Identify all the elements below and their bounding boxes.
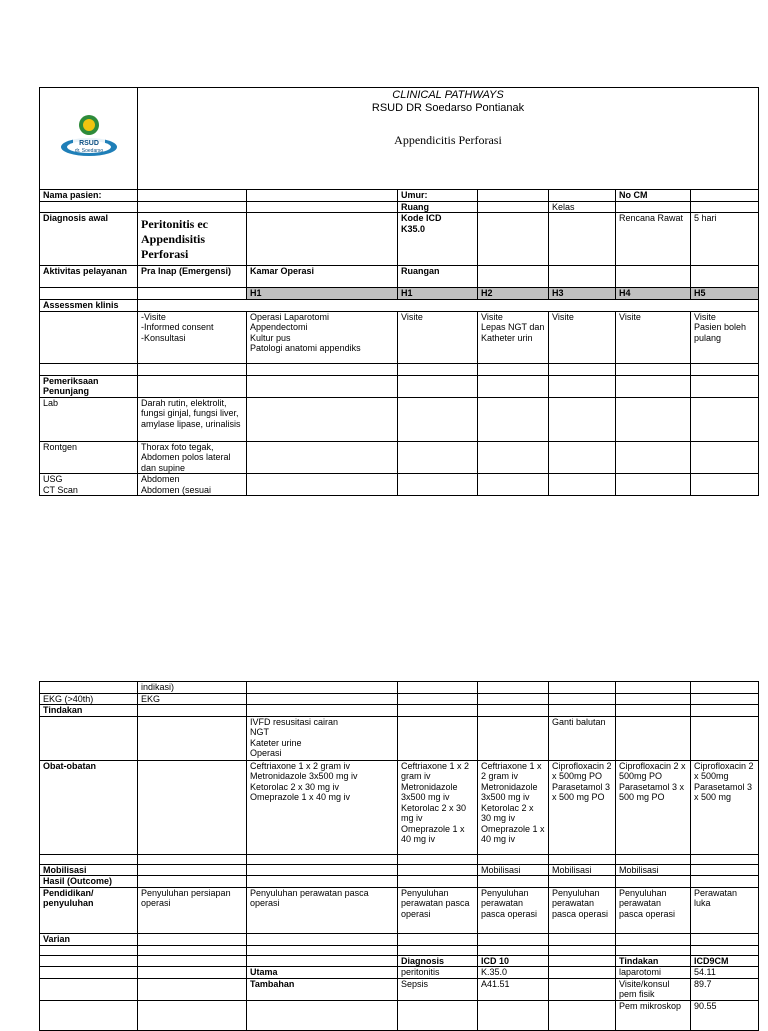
assessmen-h1: Visite	[398, 311, 478, 363]
day-header: H4	[616, 288, 691, 300]
tindakan-1-code: 54.11	[691, 967, 759, 979]
mobilisasi-h3: Mobilisasi	[549, 864, 616, 876]
assessmen-kamar-operasi: Operasi Laparotomi Appendectomi Kultur pus Patologi anatomi appendiks	[247, 311, 398, 363]
lab-label: Lab	[40, 397, 138, 441]
ctscan-value-cont: indikasi)	[138, 682, 247, 694]
svg-text:RSUD: RSUD	[78, 139, 99, 147]
pathway-table-1	[39, 189, 759, 496]
diagnosis-label: Diagnosis awal	[40, 213, 138, 266]
coding-icd9-header: ICD9CM	[691, 955, 759, 967]
rontgen-value: Thorax foto tegak, Abdomen polos lateral dan supine	[138, 441, 247, 474]
kamar-operasi-header: Kamar Operasi	[247, 266, 398, 288]
document-subtitle: Appendicitis Perforasi	[394, 133, 502, 147]
obat-label: Obat-obatan	[40, 760, 138, 854]
title-cell	[138, 88, 759, 190]
mobilisasi-h4: Mobilisasi	[616, 864, 691, 876]
document-title: CLINICAL PATHWAYS	[392, 89, 504, 101]
lab-value: Darah rutin, elektrolit, fungsi ginjal, fungsi liver, amylase lipase, urinalisis	[138, 397, 247, 441]
assessmen-h4: Visite	[616, 311, 691, 363]
logo-cell	[40, 88, 138, 190]
day-header: H3	[549, 288, 616, 300]
rencana-label: Rencana Rawat	[616, 213, 691, 266]
hospital-name: RSUD DR Soedarso Pontianak	[371, 102, 525, 114]
pendidikan-h2: Penyuluhan perawatan pasca operasi	[478, 887, 549, 933]
tindakan-3: Pem mikroskop	[616, 1000, 691, 1030]
day-header: H5	[691, 288, 759, 300]
pendidikan-h5: Perawatan luka	[691, 887, 759, 933]
pendidikan-h4: Penyuluhan perawatan pasca operasi	[616, 887, 691, 933]
coding-icd10-header: ICD 10	[478, 955, 549, 967]
obat-kamar-operasi: Ceftriaxone 1 x 2 gram iv Metronidazole 3x500 mg iv Ketorolac 2 x 30 mg iv Omeprazole 1 x 40 mg iv	[247, 760, 398, 854]
tambahan-diagnosis: Sepsis	[398, 978, 478, 1000]
mobilisasi-label: Mobilisasi	[40, 864, 138, 876]
ekg-value: EKG	[138, 693, 247, 705]
nama-label: Nama pasien:	[40, 190, 138, 202]
rontgen-label: Rontgen	[40, 441, 138, 474]
nocm-label: No CM	[616, 190, 691, 202]
pra-inap-header: Pra Inap (Emergensi)	[138, 266, 247, 288]
tindakan-1: laparotomi	[616, 967, 691, 979]
assessmen-pra-inap: -Visite -Informed consent -Konsultasi	[138, 311, 247, 363]
ctscan-label: CT Scan	[43, 484, 78, 495]
tindakan-h3: Ganti balutan	[549, 716, 616, 760]
tindakan-label: Tindakan	[40, 705, 138, 717]
tindakan-2-code: 89.7	[691, 978, 759, 1000]
usg-value: Abdomen	[141, 474, 180, 484]
obat-h1: Ceftriaxone 1 x 2 gram iv Metronidazole 3x500 mg iv Ketorolac 2 x 30 mg iv Omeprazole 1 x 40 mg iv	[398, 760, 478, 854]
pendidikan-h3: Penyuluhan perawatan pasca operasi	[549, 887, 616, 933]
day-header: H2	[478, 288, 549, 300]
ekg-label: EKG (>40th)	[40, 693, 138, 705]
pendidikan-kamar-operasi: Penyuluhan perawatan pasca operasi	[247, 887, 398, 933]
coding-diagnosis-header: Diagnosis	[398, 955, 478, 967]
utama-label: Utama	[247, 967, 398, 979]
assessmen-h2: Visite Lepas NGT dan Katheter urin	[478, 311, 549, 363]
obat-h4: Ciprofloxacin 2 x 500mg PO Parasetamol 3 x 500 mg PO	[616, 760, 691, 854]
pathway-table-2	[39, 681, 759, 1031]
usg-label: USG	[43, 474, 63, 484]
aktivitas-label: Aktivitas pelayanan	[40, 266, 138, 288]
coding-tindakan-header: Tindakan	[616, 955, 691, 967]
assessmen-h3: Visite	[549, 311, 616, 363]
utama-icd: K.35.0	[478, 967, 549, 979]
diagnosis-value: Peritonitis ec Appendisitis Perforasi	[138, 213, 247, 266]
hasil-label: Hasil (Outcome)	[40, 876, 138, 888]
pendidikan-label: Pendidikan/ penyuluhan	[40, 887, 138, 933]
tindakan-kamar-operasi: IVFD resusitasi cairan NGT Kateter urine Operasi	[247, 716, 398, 760]
umur-label: Umur:	[398, 190, 478, 202]
kode-icd: Kode ICD K35.0	[398, 213, 478, 266]
hospital-logo	[59, 107, 119, 167]
svg-text:dr. Soedarso: dr. Soedarso	[74, 147, 103, 154]
pendidikan-h1: Penyuluhan perawatan pasca operasi	[398, 887, 478, 933]
tambahan-label: Tambahan	[247, 978, 398, 1000]
rencana-value: 5 hari	[691, 213, 759, 266]
header-table	[39, 87, 759, 190]
tambahan-icd: A41.51	[478, 978, 549, 1000]
assessmen-h5: Visite Pasien boleh pulang	[691, 311, 759, 363]
day-header: H1	[247, 288, 398, 300]
ruang-label: Ruang	[398, 201, 478, 213]
ruangan-header: Ruangan	[398, 266, 478, 288]
mobilisasi-h2: Mobilisasi	[478, 864, 549, 876]
obat-h2: Ceftriaxone 1 x 2 gram iv Metronidazole 3x500 mg iv Ketorolac 2 x 30 mg iv Omeprazole 1 x 40 mg iv	[478, 760, 549, 854]
tindakan-3-code: 90.55	[691, 1000, 759, 1030]
pendidikan-pra-inap: Penyuluhan persiapan operasi	[138, 887, 247, 933]
kelas-label: Kelas	[549, 201, 616, 213]
pemeriksaan-label: Pemeriksaan Penunjang	[40, 375, 138, 397]
obat-h5: Ciprofloxacin 2 x 500mg Parasetamol 3 x 500 mg	[691, 760, 759, 854]
obat-h3: Ciprofloxacin 2 x 500mg PO Parasetamol 3 x 500 mg PO	[549, 760, 616, 854]
assessmen-label: Assessmen klinis	[40, 300, 138, 312]
day-header: H1	[398, 288, 478, 300]
varian-label: Varian	[40, 933, 138, 945]
utama-diagnosis: peritonitis	[398, 967, 478, 979]
tindakan-2: Visite/konsul pem fisik	[616, 978, 691, 1000]
ctscan-value: Abdomen (sesuai	[141, 484, 212, 495]
